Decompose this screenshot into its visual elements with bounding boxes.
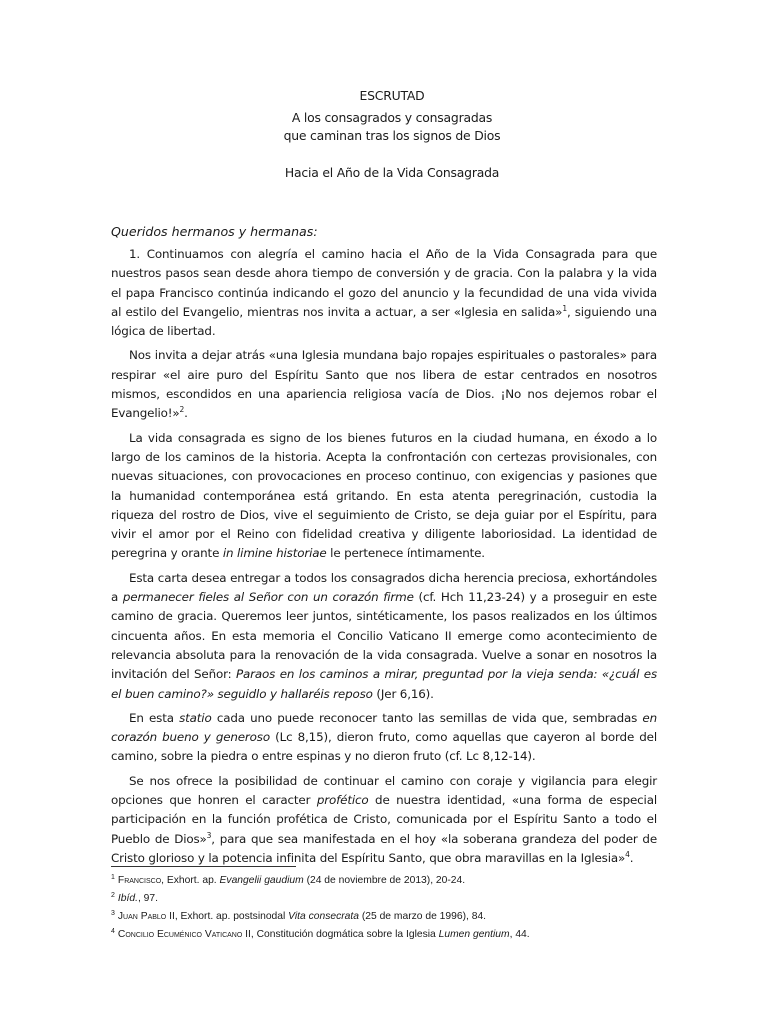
footnote-work-title: Ibíd. (117, 893, 138, 904)
salutation: Queridos hermanos y hermanas: (111, 224, 318, 239)
footnote-number: 1 (111, 873, 115, 881)
footnote-number: 4 (111, 927, 115, 935)
footnote-text: , 97. (137, 893, 158, 904)
subtitle-line-2: que caminan tras los signos de Dios (283, 128, 501, 143)
footnote-text: (24 de noviembre de 2013), 20-24. (303, 875, 466, 886)
footnote-ref-2: 2 (179, 405, 185, 415)
footnote-work-title: Vita consecrata (288, 911, 359, 922)
paragraph-4 (111, 569, 657, 704)
paragraph-1-text-a: 1. Continuamos con alegría el camino hacia el Año de la Vida Consagrada para que nuestros pasos sean desde ahora tiempo de conversión y de gracia. Con la palabra y la vida el papa Francisco continúa indicando el gozo del anuncio y la fecundidad de una vida vivida al estilo del Evangelio, mientras nos invita a actuar, a ser «Iglesia en salida» (111, 247, 657, 319)
paragraph-5-italic-1: statio (179, 710, 212, 725)
paragraph-6-text-b: de nuestra identidad, «una forma de especial participación en la función profética de Cristo, comunicada por el Espíritu Santo a todo el Pueblo de Dios» (111, 793, 657, 846)
footnote-author: Francisco (117, 875, 162, 886)
subtitle-line-3: Hacia el Año de la Vida Consagrada (284, 165, 500, 180)
footnote-ref-4: 4 (625, 849, 630, 859)
letter-body (111, 245, 657, 873)
paragraph-4-text-a: Esta carta desea entregar a todos los consagrados dicha herencia preciosa, exhortándoles a (111, 570, 657, 605)
footnote-work-title: Lumen gentium (438, 929, 510, 940)
paragraph-5-italic-2: en corazón bueno y generoso (111, 710, 657, 745)
paragraph-3-text-b: le pertenece íntimamente. (326, 546, 485, 561)
footnote-1 (111, 872, 671, 890)
footnote-text: , Exhort. ap. (161, 875, 220, 886)
footnote-2 (111, 890, 671, 908)
footnote-number: 2 (111, 891, 115, 899)
paragraph-5-text-a: En esta (129, 710, 180, 725)
paragraph-4-text-b: (cf. Hch 11,23-24) y a proseguir en este camino de gracia. Queremos leer juntos, sintéticamente, los pasos realizados en los últimos cincuenta años. En esta memoria el Concilio Vaticano II emerge como acontecimiento de relevancia absoluta para la renovación de la vida consagrada. Vuelve a sonar en nosotros la invitación del Señor: (111, 590, 657, 682)
footnote-3 (111, 908, 671, 926)
paragraph-3-italic: in limine historiae (222, 546, 327, 561)
paragraph-2-text-a: Nos invita a dejar atrás «una Iglesia mundana bajo ropajes espirituales o pastorales» para respirar «el aire puro del Espíritu Santo que nos libera de estar centrados en nosotros mismos, escondidos en una apariencia religiosa vacía de Dios. ¡No nos dejemos robar el Evangelio!» (111, 348, 657, 421)
paragraph-5-text-b: cada uno puede reconocer tanto las semillas de vida que, sembradas (211, 710, 643, 725)
footnote-author: Concilio Ecuménico Vaticano (117, 929, 243, 940)
footnote-work-title: Evangelii gaudium (219, 875, 304, 886)
paragraph-4-italic-2: Paraos en los caminos a mirar, preguntad por la vieja senda: «¿cuál es el buen camino?» seguidlo y hallaréis reposo (111, 667, 657, 701)
paragraph-1-text-b: , siguiendo una lógica de libertad. (111, 304, 657, 339)
footnote-author: Juan Pablo (117, 911, 167, 922)
paragraph-2 (111, 346, 657, 423)
paragraph-6-text-a: Se nos ofrece la posibilidad de continuar el camino con coraje y vigilancia para elegir opciones que honren el caracter (111, 773, 657, 808)
footnote-separator (111, 866, 296, 867)
footnote-ref-1: 1 (562, 303, 567, 313)
footnote-number: 3 (111, 909, 115, 917)
paragraph-6 (111, 772, 657, 868)
footnote-4 (111, 926, 671, 944)
paragraph-3-text-a: La vida consagrada es signo de los bienes futuros en la ciudad humana, en éxodo a lo largo de los caminos de la historia. Acepta la confrontación con certezas provisionales, con nuevas situaciones, con provocaciones en proceso continuo, con exigencias y pasiones que la humanidad contemporánea está gritando. En esta atenta peregrinación, custodia la riqueza del rostro de Dios, vive el seguimiento de Cristo, se deja guiar por el Espíritu, para vivir el amor por el Reino con fidelidad creativa y diligente laboriosidad. La identidad de peregrina y orante (111, 430, 657, 561)
footnote-text: (25 de marzo de 1996), 84. (358, 911, 487, 922)
paragraph-5-text-c: (Lc 8,15), dieron fruto, como aquellas que cayeron al borde del camino, sobre la piedra o entre espinas y no dieron fruto (cf. Lc 8,12-14). (111, 730, 657, 764)
paragraph-1 (111, 245, 657, 341)
paragraph-6-text-c: , para que sea manifestada en el hoy «la soberana grandeza del poder de Cristo glorioso y la potencia infinita del Espíritu Santo, que obra maravillas en la Iglesia» (111, 831, 657, 865)
footnote-text: , 44. (509, 929, 530, 940)
paragraph-4-italic-1: permanecer fieles al Señor con un corazón firme (122, 590, 414, 605)
footnote-ref-3: 3 (206, 830, 212, 840)
footnotes (111, 872, 671, 944)
paragraph-6-text-d: . (629, 850, 634, 865)
paragraph-5 (111, 709, 657, 767)
subtitle-line-1: A los consagrados y consagradas (291, 110, 493, 125)
footnote-text: II, Constitución dogmática sobre la Iglesia (242, 929, 439, 940)
paragraph-2-text-b: . (184, 406, 188, 421)
paragraph-4-text-c: (Jer 6,16). (372, 686, 434, 701)
document-title: ESCRUTAD (359, 88, 425, 103)
paragraph-3 (111, 429, 657, 564)
paragraph-6-italic: profético (316, 793, 369, 808)
footnote-text: II, Exhort. ap. postsinodal (166, 911, 289, 922)
